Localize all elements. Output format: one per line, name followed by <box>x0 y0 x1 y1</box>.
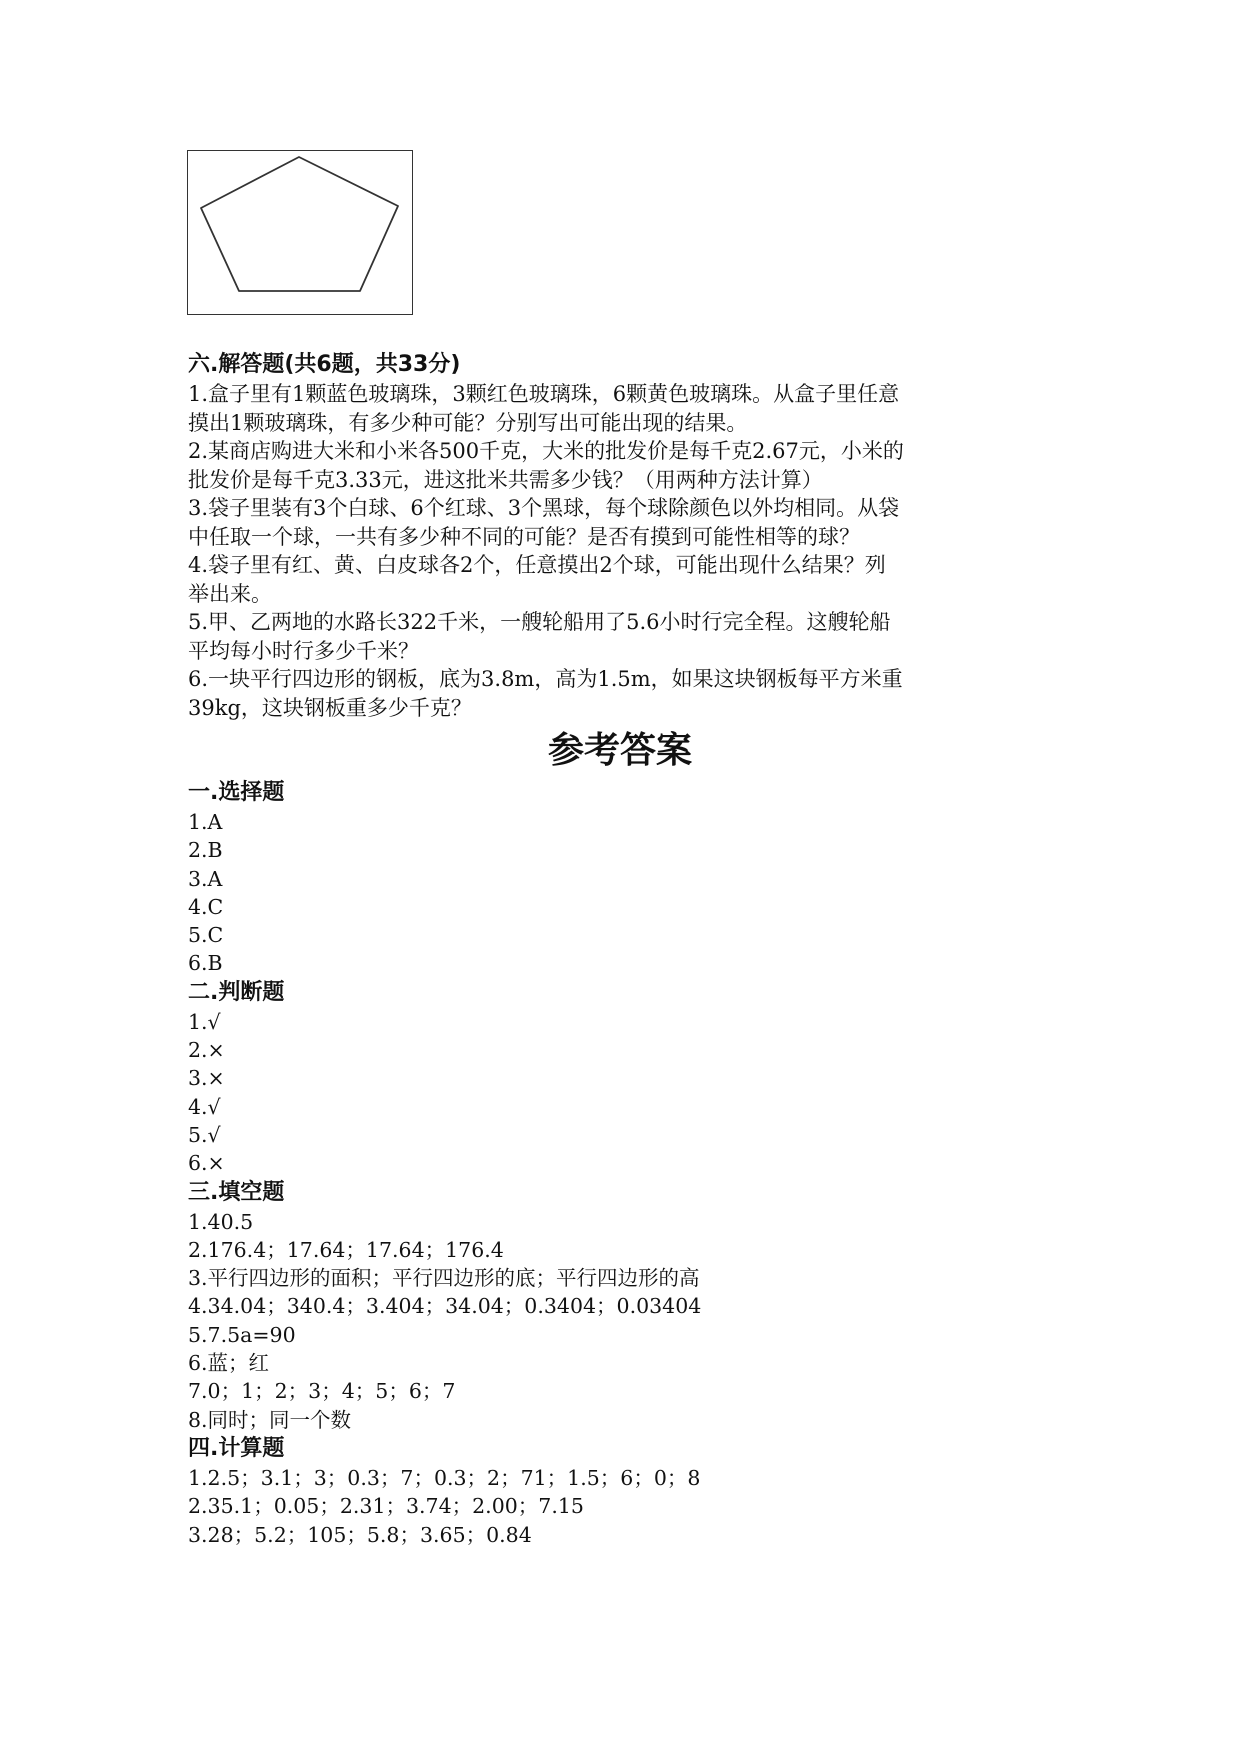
question-item <box>188 665 1048 722</box>
answer-line: 2.× <box>188 1038 225 1063</box>
answer-key-title: 参考答案 <box>547 730 692 771</box>
question-text: 6.一块平行四边形的钢板，底为3.8m，高为1.5m，如果这块钢板每平方米重 <box>188 667 903 691</box>
answer-line: 3.A <box>188 866 223 891</box>
answer-key <box>188 778 1068 1549</box>
answer-line: 4.34.04；340.4；3.404；34.04；0.3404；0.03404 <box>188 1294 702 1319</box>
question-text: 平均每小时行多少千米？ <box>188 638 419 663</box>
answer-line: 5.7.5a=90 <box>188 1322 296 1347</box>
question-text: 摸出1颗玻璃珠，有多少种可能？分别写出可能出现的结果。 <box>188 410 748 435</box>
question-item <box>188 608 1048 665</box>
answer-line: 3.× <box>188 1066 225 1091</box>
answer-section-heading: 一.选择题 <box>188 780 285 805</box>
question-item <box>188 437 1048 494</box>
answer-line: 6.× <box>188 1151 225 1176</box>
question-text: 5.甲、乙两地的水路长322千米，一艘轮船用了5.6小时行完全程。这艘轮船 <box>188 610 891 634</box>
answer-line: 2.B <box>188 838 223 863</box>
question-item <box>188 551 1048 608</box>
answer-line: 6.蓝；红 <box>188 1351 270 1376</box>
question-text: 1.盒子里有1颗蓝色玻璃珠，3颗红色玻璃珠，6颗黄色玻璃珠。从盒子里任意 <box>188 382 900 406</box>
answer-line: 1.√ <box>188 1009 221 1034</box>
answer-line: 5.C <box>188 923 224 948</box>
answer-line: 7.0；1；2；3；4；5；6；7 <box>188 1379 456 1404</box>
question-text: 中任取一个球，一共有多少种不同的可能？是否有摸到可能性相等的球？ <box>188 524 860 549</box>
answer-line: 1.2.5；3.1；3；0.3；7；0.3；2；71；1.5；6；0；8 <box>188 1465 701 1490</box>
answer-line: 3.28；5.2；105；5.8；3.65；0.84 <box>188 1522 532 1547</box>
answer-line: 2.35.1；0.05；2.31；3.74；2.00；7.15 <box>188 1494 584 1519</box>
section-answer-questions <box>188 350 1068 722</box>
question-text: 39kg，这块钢板重多少千克？ <box>188 695 472 720</box>
pentagon-figure <box>187 150 413 315</box>
question-item <box>188 494 1048 551</box>
question-text: 2.某商店购进大米和小米各500千克，大米的批发价是每千克2.67元，小米的 <box>188 439 904 463</box>
pentagon-shape <box>188 151 411 313</box>
question-text: 4.袋子里有红、黄、白皮球各2个，任意摸出2个球，可能出现什么结果？列 <box>188 553 886 577</box>
answer-line: 2.176.4；17.64；17.64；176.4 <box>188 1237 504 1262</box>
answer-section-heading: 四.计算题 <box>188 1435 285 1461</box>
answer-line: 1.40.5 <box>188 1209 254 1234</box>
answer-section-heading: 三.填空题 <box>188 1179 285 1205</box>
question-item <box>188 380 1048 437</box>
answer-line: 8.同时；同一个数 <box>188 1407 352 1432</box>
answer-line: 6.B <box>188 951 223 976</box>
section-heading: 六.解答题(共6题，共33分) <box>188 352 461 377</box>
question-text: 3.袋子里装有3个白球、6个红球、3个黑球，每个球除颜色以外均相同。从袋 <box>188 496 900 520</box>
answer-line: 4.√ <box>188 1094 221 1119</box>
question-text: 举出来。 <box>188 581 272 606</box>
answer-line: 1.A <box>188 810 223 834</box>
answer-line: 4.C <box>188 894 224 919</box>
answer-line: 5.√ <box>188 1122 221 1147</box>
question-text: 批发价是每千克3.33元，进这批米共需多少钱？（用两种方法计算） <box>188 467 823 492</box>
answer-line: 3.平行四边形的面积；平行四边形的底；平行四边形的高 <box>188 1266 700 1291</box>
answer-section-heading: 二.判断题 <box>188 979 285 1005</box>
